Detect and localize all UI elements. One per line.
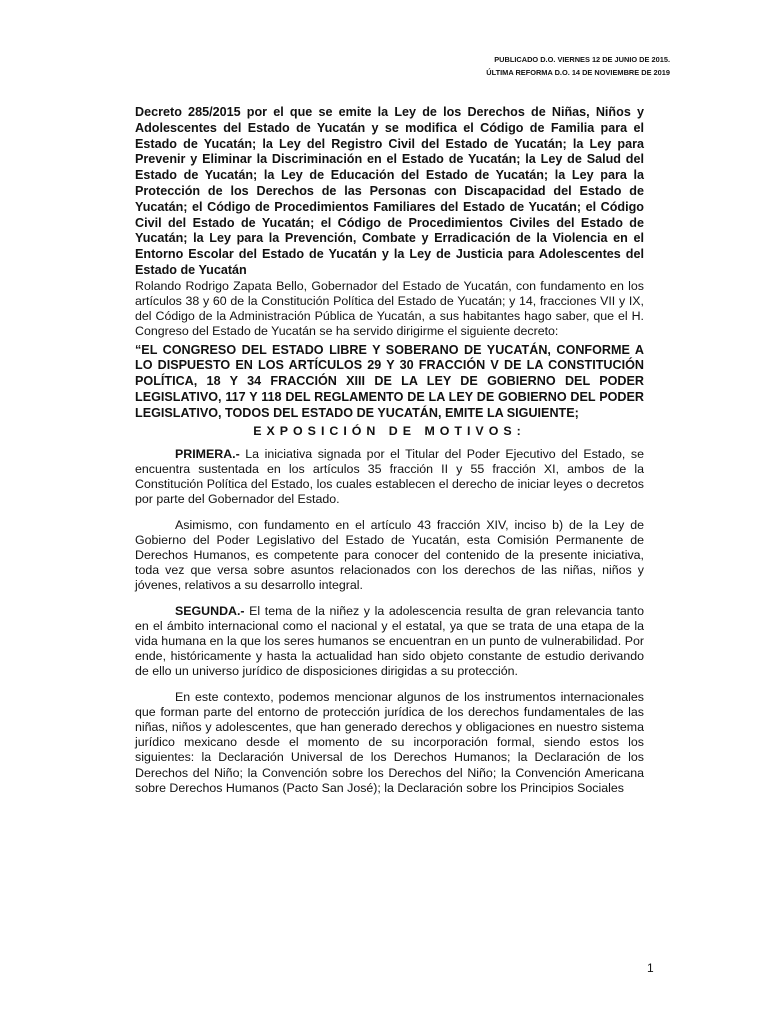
paragraph-text: En este contexto, podemos mencionar algunos de los instrumentos internacionales que forman parte del entorno de protección jurídica de los derechos fundamentales de las niñas, niños y adolescentes, que han generado derechos y obligaciones en nuestro sistema jurídico mexicano desde el momento de su incorporación formal, siendo estos los siguientes: la Declaración Universal de los Derechos Humanos; la Declaración de los Derechos del Niño; la Convención sobre los Derechos del Niño; la Convención Americana sobre Derechos Humanos (Pacto San José); la Declaración sobre los Principios Sociales — [135, 689, 644, 795]
paragraph-primera — [135, 447, 644, 508]
decree-title: Decreto 285/2015 por el que se emite la Ley de los Derechos de Niñas, Niños y Adolescentes del Estado de Yucatán y se modifica el Código de Familia para el Estado de Yucatán; la Ley del Registro Civil del Estado de Yucatán; la Ley para Prevenir y Eliminar la Discriminación en el Estado de Yucatán; la Ley de Salud del Estado de Yucatán; la Ley de Educación del Estado de Yucatán; la Ley para la Protección de los Derechos de las Personas con Discapacidad del Estado de Yucatán; el Código de Procedimientos Familiares del Estado de Yucatán; el Código Civil del Estado de Yucatán; el Código de Procedimientos Civiles del Estado de Yucatán; la Ley para la Prevención, Combate y Erradicación de la Violencia en el Entorno Escolar del Estado de Yucatán y la Ley de Justicia para Adolescentes del Estado de Yucatán — [135, 105, 644, 277]
intro-paragraph: Rolando Rodrigo Zapata Bello, Gobernador del Estado de Yucatán, con fundamento en los artículos 38 y 60 de la Constitución Política del Estado de Yucatán; y 14, fracciones VII y IX, del Código de la Administración Pública de Yucatán, a sus habitantes hago saber, que el H. Congreso del Estado de Yucatán se ha servido dirigirme el siguiente decreto: — [135, 278, 644, 339]
paragraph-text: Asimismo, con fundamento en el artículo 43 fracción XIV, inciso b) de la Ley de Gobierno del Poder Legislativo del Estado de Yucatán, esta Comisión Permanente de Derechos Humanos, es competente para conocer del contenido de la presente iniciativa, toda vez que versa sobre asuntos relacionados con los derechos de las niñas, niños y jóvenes, relativos a su desarrollo integral. — [135, 517, 644, 593]
paragraph-label: PRIMERA.- — [175, 446, 240, 461]
paragraph-text: La iniciativa signada por el Titular del Poder Ejecutivo del Estado, se encuentra sustentada en los artículos 35 fracción II y 55 fracción XI, ambos de la Constitución Política del Estado, los cuales establecen el derecho de iniciar leyes o decretos por parte del Gobernador del Estado. — [135, 446, 644, 507]
paragraph-segunda — [135, 604, 644, 680]
page-number: 1 — [647, 961, 654, 975]
page-header — [486, 53, 670, 79]
publication-date: PUBLICADO D.O. VIERNES 12 DE JUNIO DE 2015. — [494, 55, 670, 64]
section-heading: EXPOSICIÓN DE MOTIVOS: — [253, 423, 526, 438]
document-body — [135, 105, 644, 806]
paragraph-label: SEGUNDA.- — [175, 603, 245, 618]
last-reform-date: ÚLTIMA REFORMA D.O. 14 DE NOVIEMBRE DE 2019 — [486, 68, 670, 77]
paragraph-contexto — [135, 690, 644, 796]
paragraph-text: El tema de la niñez y la adolescencia resulta de gran relevancia tanto en el ámbito internacional como el nacional y el estatal, ya que se trata de una etapa de la vida humana en la que los seres humanos se encuentran en un punto de vulnerabilidad. Por ende, históricamente y hasta la actualidad han sido objeto constante de estudio derivando de ello un universo jurídico de disposiciones dirigidas a su protección. — [135, 603, 644, 679]
decree-statement: “EL CONGRESO DEL ESTADO LIBRE Y SOBERANO DE YUCATÁN, CONFORME A LO DISPUESTO EN LOS ARTÍCULOS 29 Y 30 FRACCIÓN V DE LA CONSTITUCIÓN POLÍTICA, 18 Y 34 FRACCIÓN XIII DE LA LEY DE GOBIERNO DEL PODER LEGISLATIVO, 117 Y 118 DEL REGLAMENTO DE LA LEY DE GOBIERNO DEL PODER LEGISLATIVO, TODOS DEL ESTADO DE YUCATÁN, EMITE LA SIGUIENTE; — [135, 342, 644, 420]
paragraph-asimismo — [135, 518, 644, 594]
